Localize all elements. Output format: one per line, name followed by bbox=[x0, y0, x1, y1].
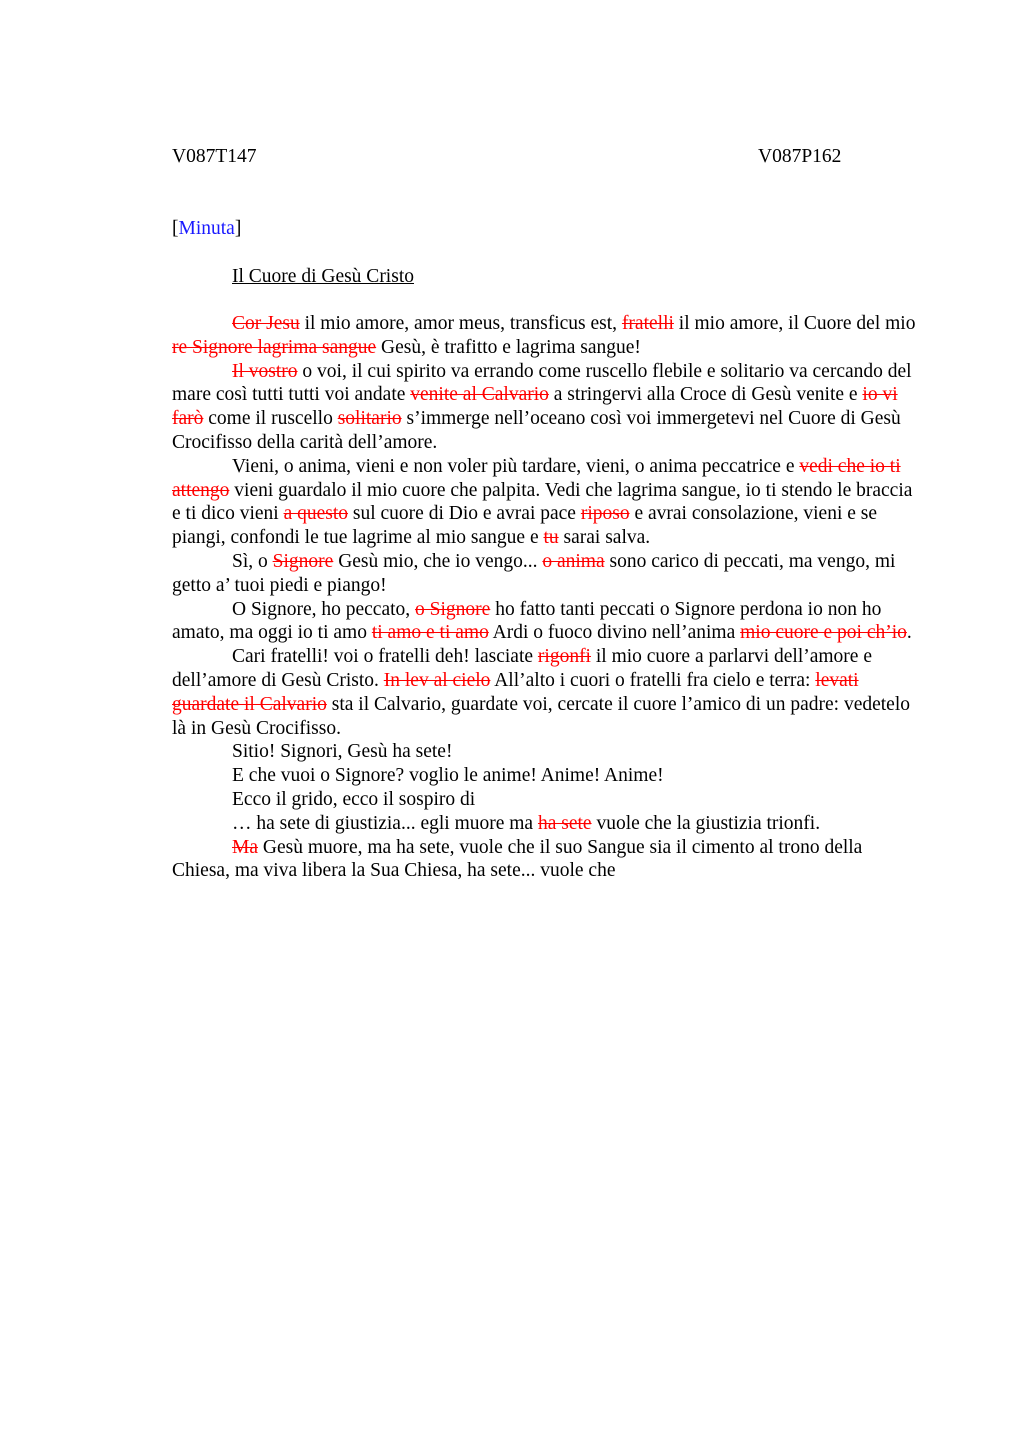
paragraph bbox=[172, 550, 924, 598]
deleted-text: Il vostro bbox=[232, 360, 298, 382]
text-segment: Cari fratelli! voi o fratelli deh! lasciate bbox=[232, 646, 538, 668]
bracket-close: ] bbox=[234, 218, 242, 239]
document-body bbox=[172, 312, 924, 883]
deleted-text: Signore bbox=[272, 550, 334, 572]
text-segment: o voi, il cui spirito va errando come ruscello flebile e solitario va cercando del mare così tutti tutti voi andate bbox=[172, 360, 912, 406]
paragraph bbox=[172, 788, 924, 812]
deleted-text: vedi che io ti attengo bbox=[172, 455, 901, 501]
text-segment: e avrai consolazione, vieni e se piangi, confondi le tue lagrime al mio sangue e bbox=[172, 503, 878, 549]
document-code-right: V087P162 bbox=[758, 146, 842, 167]
deleted-text: o anima bbox=[542, 550, 605, 572]
deleted-text: venite al Calvario bbox=[410, 384, 549, 406]
text-segment: Ardi o fuoco divino nell’anima bbox=[488, 622, 741, 644]
text-segment: sarai salva. bbox=[558, 527, 651, 549]
deleted-text: Ma bbox=[232, 836, 258, 858]
document-type-label bbox=[172, 218, 241, 240]
text-segment: il mio amore, amor meus, transficus est, bbox=[299, 313, 622, 334]
text-segment: vieni guardalo il mio cuore che palpita. Vedi che lagrima sangue, io ti stendo le braccia e ti dico vieni bbox=[172, 479, 913, 525]
deleted-text: tu bbox=[543, 527, 559, 549]
text-segment: ho fatto tanti peccati o Signore perdona io non ho amato, ma oggi io ti amo bbox=[172, 598, 882, 644]
text-segment: il mio amore, il Cuore del mio bbox=[673, 313, 916, 334]
minuta-link[interactable]: Minuta bbox=[178, 218, 235, 239]
paragraph bbox=[172, 645, 924, 740]
paragraph bbox=[172, 312, 924, 360]
paragraph bbox=[172, 598, 924, 646]
paragraph bbox=[172, 455, 924, 550]
paragraph bbox=[172, 836, 924, 884]
text-segment: s’immerge nell’oceano così voi immergetevi nel Cuore di Gesù Crocifisso della carità dell’amore. bbox=[172, 408, 901, 453]
text-segment: Gesù, è trafitto e lagrima sangue! bbox=[376, 336, 641, 358]
text-segment: il mio cuore a parlarvi dell’amore e dell’amore di Gesù Cristo. bbox=[172, 646, 872, 691]
paragraph bbox=[172, 360, 924, 455]
text-segment: a stringervi alla Croce di Gesù venite e bbox=[548, 384, 863, 406]
deleted-text: rigonfi bbox=[537, 646, 591, 668]
text-segment: Sì, o bbox=[232, 550, 273, 572]
document-code-left: V087T147 bbox=[172, 146, 257, 167]
deleted-text: mio cuore e poi ch’io bbox=[740, 622, 907, 644]
paragraph bbox=[172, 764, 924, 788]
deleted-text: io vi farò bbox=[172, 384, 898, 430]
text-segment: . bbox=[906, 622, 912, 644]
text-segment: sono carico di peccati, ma vengo, mi getto a’ tuoi piedi e piango! bbox=[172, 550, 896, 596]
text-segment: Gesù mio, che io vengo... bbox=[333, 550, 543, 572]
text-segment: Gesù muore, ma ha sete, vuole che il suo Sangue sia il cimento al trono della Chiesa, ma viva libera la Sua Chiesa, ha sete... vuole che bbox=[172, 836, 863, 882]
text-segment: O Signore, ho peccato, bbox=[232, 598, 416, 620]
deleted-text: In lev al cielo bbox=[383, 669, 491, 691]
bracket-open: [ bbox=[172, 218, 179, 239]
deleted-text: o Signore bbox=[415, 598, 491, 620]
paragraph bbox=[172, 812, 924, 836]
text-segment: sta il Calvario, guardate voi, cercate il cuore l’amico di un padre: vedetelo là in Gesù Crocifisso. bbox=[172, 693, 910, 739]
text-segment: come il ruscello bbox=[203, 408, 338, 430]
text-segment: Ecco il grido, ecco il sospiro di bbox=[232, 788, 476, 810]
text-segment: All’alto i cuori o fratelli fra cielo e terra: bbox=[490, 669, 816, 691]
deleted-text: levati guardate il Calvario bbox=[172, 669, 859, 715]
text-segment: vuole che la giustizia trionfi. bbox=[591, 812, 821, 834]
text-segment: … ha sete di giustizia... egli muore ma bbox=[232, 812, 538, 834]
deleted-text: Cor Jesu bbox=[232, 313, 300, 334]
deleted-text: ha sete bbox=[537, 812, 592, 834]
deleted-text: riposo bbox=[580, 503, 630, 525]
deleted-text: solitario bbox=[337, 408, 402, 430]
text-segment: Vieni, o anima, vieni e non voler più tardare, vieni, o anima peccatrice e bbox=[232, 455, 800, 477]
text-segment: Sitio! Signori, Gesù ha sete! bbox=[232, 741, 453, 763]
text-segment: sul cuore di Dio e avrai pace bbox=[348, 503, 581, 525]
paragraph bbox=[172, 740, 924, 764]
deleted-text: a questo bbox=[283, 503, 349, 525]
text-segment: E che vuoi o Signore? voglio le anime! Anime! Anime! bbox=[232, 765, 664, 787]
deleted-text: re Signore lagrima sangue bbox=[172, 336, 377, 358]
deleted-text: ti amo e ti amo bbox=[371, 622, 489, 644]
document-title: Il Cuore di Gesù Cristo bbox=[232, 266, 414, 287]
deleted-text: fratelli bbox=[621, 313, 674, 334]
